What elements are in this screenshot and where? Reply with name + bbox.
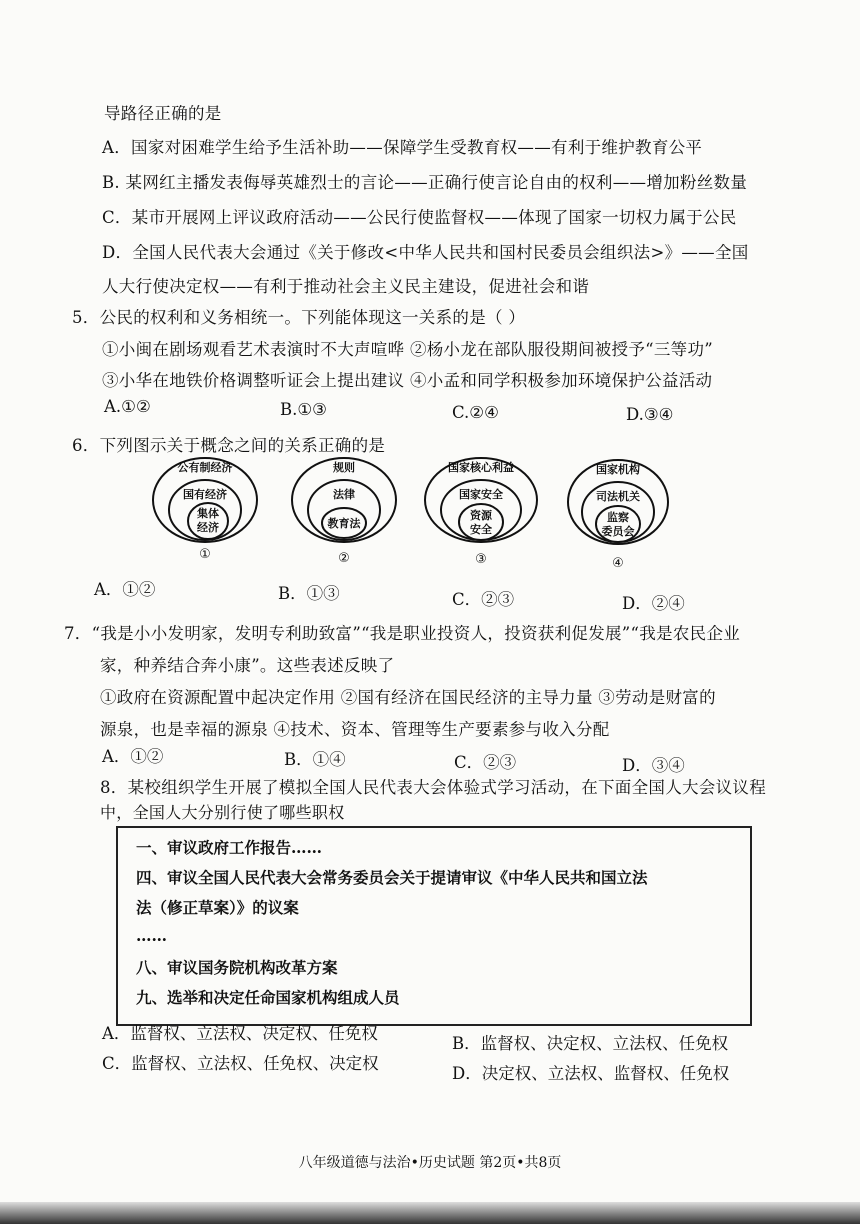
q4-option-d-line2: 人大行使决定权——有利于推动社会主义民主建设，促进社会和谐: [102, 277, 590, 296]
diagram-1-middle-label: 国有经济: [183, 488, 227, 501]
q8-option-a: A．监督权、立法权、决定权、任免权: [102, 1024, 378, 1043]
q5-option-d: D.③④: [626, 405, 674, 424]
diagram-3-number: ③: [475, 552, 487, 567]
q7-option-c: C．②③: [454, 753, 517, 772]
q8-option-c: C．监督权、立法权、任免权、决定权: [102, 1054, 379, 1073]
q5-option-c: C.②④: [452, 403, 499, 422]
diagram-2-outer-label: 规则: [333, 461, 355, 474]
q6-stem: 6．下列图示关于概念之间的关系正确的是: [72, 436, 386, 455]
diagram-1-number: ①: [199, 547, 211, 562]
agenda-item-9: 九、选举和决定任命国家机构组成人员: [136, 988, 400, 1007]
agenda-box: [116, 826, 752, 1026]
q7-option-d: D．③④: [622, 756, 685, 775]
q5-option-a: A.①②: [104, 397, 151, 416]
diagram-4-inner-label-1: 监察: [607, 511, 629, 524]
q7-option-a: A．①②: [102, 747, 164, 766]
scan-edge-shadow: [0, 1202, 860, 1224]
page-footer: 八年级道德与法治•历史试题 第2页•共8页: [298, 1155, 562, 1171]
diagram-2: [292, 458, 396, 566]
diagram-1-inner-label-1: 集体: [197, 507, 219, 520]
q8-stem-line1: 8．某校组织学生开展了模拟全国人民代表大会体验式学习活动，在下面全国人大会议议程: [100, 778, 766, 797]
agenda-ellipsis: ……: [136, 926, 167, 945]
q7-stem-line2: 家，种养结合奔小康”。这些表述反映了: [100, 656, 395, 675]
diagram-3-outer-label: 国家核心利益: [448, 461, 514, 474]
diagram-3-inner-label-2: 安全: [470, 523, 492, 536]
diagram-1: [153, 458, 257, 562]
q8-stem-line2: 中，全国人大分别行使了哪些职权: [100, 803, 345, 822]
diagram-1-inner-label-2: 经济: [197, 521, 219, 534]
diagram-4: [568, 460, 668, 571]
q8-option-d: D．决定权、立法权、监督权、任免权: [452, 1064, 730, 1083]
agenda-item-1: 一、审议政府工作报告……: [136, 838, 323, 857]
q5-option-b: B.①③: [280, 400, 327, 419]
q4-option-b: B. 某网红主播发表侮辱英雄烈士的言论——正确行使言论自由的权利——增加粉丝数量: [102, 173, 748, 192]
diagram-1-outer-label: 公有制经济: [177, 461, 233, 474]
q6-option-a: A．①②: [94, 580, 156, 599]
concept-diagrams: [150, 455, 690, 575]
q5-statements-2: ③小华在地铁价格调整听证会上提出建议 ④小孟和同学积极参加环境保护公益活动: [102, 371, 713, 390]
q4-option-c: C．某市开展网上评议政府活动——公民行使监督权——体现了国家一切权力属于公民: [102, 208, 737, 227]
q7-statements-2: 源泉，也是幸福的源泉 ④技术、资本、管理等生产要素参与收入分配: [100, 720, 610, 739]
diagram-3-inner-label-1: 资源: [470, 509, 492, 522]
q6-option-b: B．①③: [278, 584, 340, 603]
q4-stem-tail: 导路径正确的是: [104, 104, 222, 123]
diagram-4-middle-label: 司法机关: [596, 490, 640, 503]
q7-option-b: B．①④: [284, 750, 346, 769]
q7-stem-line1: 7．“我是小小发明家，发明专利助致富”“我是职业投资人，投资获利促发展”“我是农民企业: [64, 624, 741, 643]
agenda-item-4-line1: 四、审议全国人民代表大会常务委员会关于提请审议《中华人民共和国立法: [136, 868, 648, 887]
q5-stem: 5．公民的权利和义务相统一。下列能体现这一关系的是（ ）: [72, 308, 526, 327]
q5-statements-1: ①小闽在剧场观看艺术表演时不大声喧哗 ②杨小龙在部队服役期间被授予“三等功”: [102, 340, 714, 359]
diagram-4-inner-label-2: 委员会: [601, 525, 635, 538]
diagram-4-number: ④: [612, 556, 624, 571]
q6-option-c: C．②③: [452, 590, 515, 609]
diagram-4-outer-label: 国家机构: [596, 463, 640, 476]
q7-statements-1: ①政府在资源配置中起决定作用 ②国有经济在国民经济的主导力量 ③劳动是财富的: [100, 688, 716, 707]
agenda-item-4-line2: 法（修正草案）》的议案: [136, 898, 299, 917]
diagram-3: [425, 458, 537, 567]
diagram-2-middle-label: 法律: [333, 488, 355, 501]
diagram-3-middle-label: 国家安全: [459, 488, 503, 501]
diagram-2-number: ②: [338, 551, 350, 566]
agenda-item-8: 八、审议国务院机构改革方案: [136, 958, 338, 977]
diagram-2-inner-label-1: 教育法: [327, 517, 361, 530]
q8-option-b: B．监督权、决定权、立法权、任免权: [452, 1034, 729, 1053]
q6-option-d: D．②④: [622, 594, 685, 613]
q4-option-a: A．国家对困难学生给予生活补助——保障学生受教育权——有利于维护教育公平: [102, 138, 703, 157]
q4-option-d-line1: D．全国人民代表大会通过《关于修改<中华人民共和国村民委员会组织法>》——全国: [102, 243, 749, 262]
